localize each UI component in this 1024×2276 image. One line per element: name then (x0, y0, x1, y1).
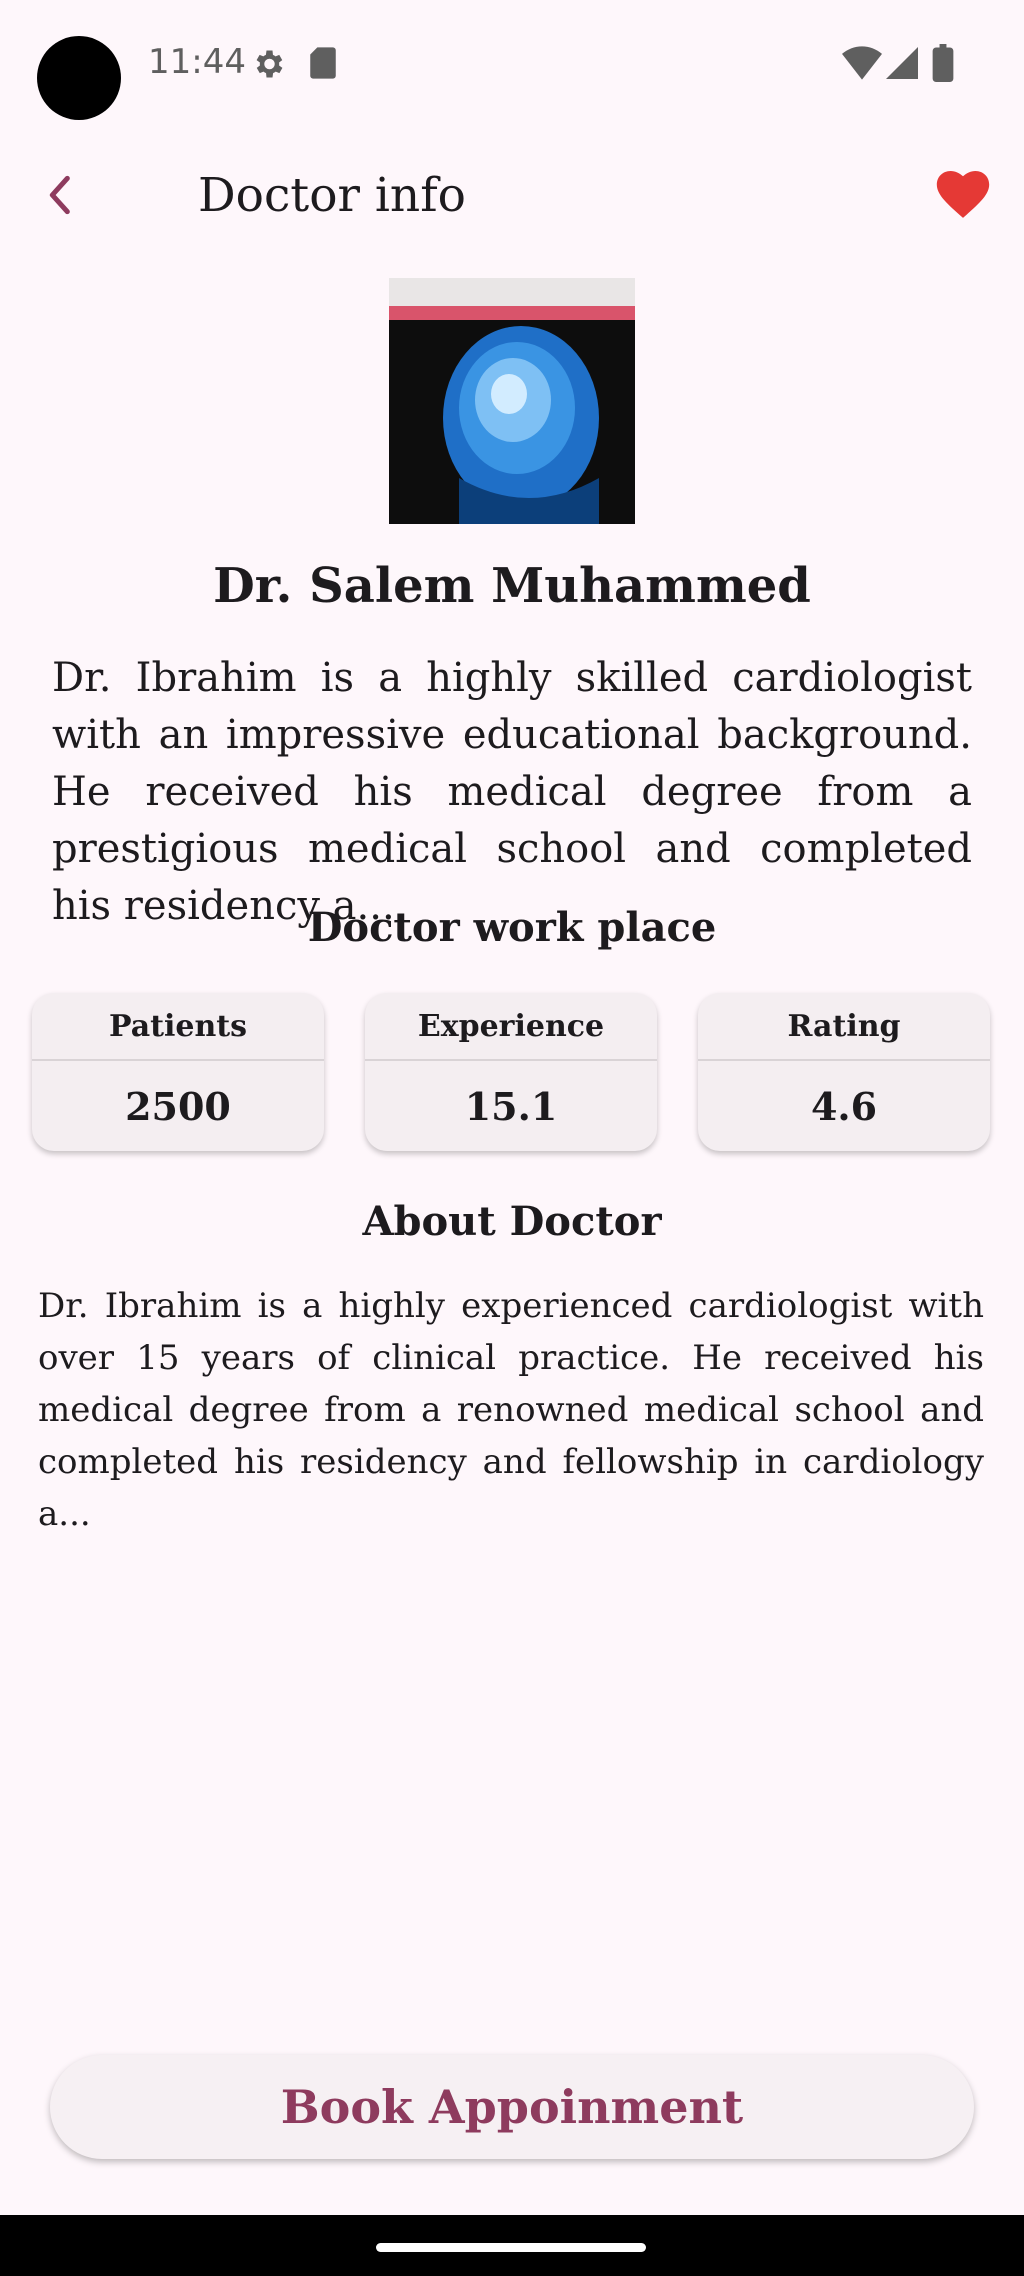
status-bar (0, 0, 1024, 128)
signal-icon (886, 46, 918, 84)
doctor-name: Dr. Salem Muhammed (213, 558, 811, 614)
home-gesture-handle[interactable] (376, 2243, 646, 2252)
page-title: Doctor info (198, 168, 466, 223)
about-text: Dr. Ibrahim is a highly experienced cardiologist with over 15 years of clinical practice. He received his medical degree from a renowned medical school and completed his residency and fellowship in cardiology a... (38, 1286, 984, 1534)
about-title: About Doctor (362, 1198, 662, 1245)
status-time: 11:44 (148, 42, 246, 82)
workplace-title: Doctor work place (307, 904, 717, 951)
settings-icon (250, 46, 286, 86)
heart-icon (936, 171, 990, 223)
battery-icon (932, 44, 954, 86)
camera-cutout (37, 36, 121, 120)
chevron-left-icon (45, 175, 73, 219)
stat-value: 15.1 (464, 1083, 558, 1129)
stats-row (32, 993, 992, 1151)
favorite-button[interactable] (930, 166, 996, 228)
back-button[interactable] (30, 164, 88, 230)
doctor-avatar (389, 278, 635, 524)
stat-value: 2500 (125, 1083, 231, 1129)
doctor-bio: Dr. Ibrahim is a highly skilled cardiologist with an impressive educational background. He received his medical degree from a prestigious medical school and completed his residency a... (52, 655, 972, 929)
stat-value: 4.6 (810, 1083, 878, 1129)
sd-card-icon (308, 46, 338, 84)
wifi-icon (842, 46, 882, 84)
rating-card (698, 993, 990, 1151)
book-appointment-button[interactable]: Book Appoinment (50, 2055, 974, 2159)
stat-label: Patients (32, 993, 324, 1061)
stat-label: Rating (698, 993, 990, 1061)
patients-card (32, 993, 324, 1151)
experience-card (365, 993, 657, 1151)
stat-label: Experience (365, 993, 657, 1061)
